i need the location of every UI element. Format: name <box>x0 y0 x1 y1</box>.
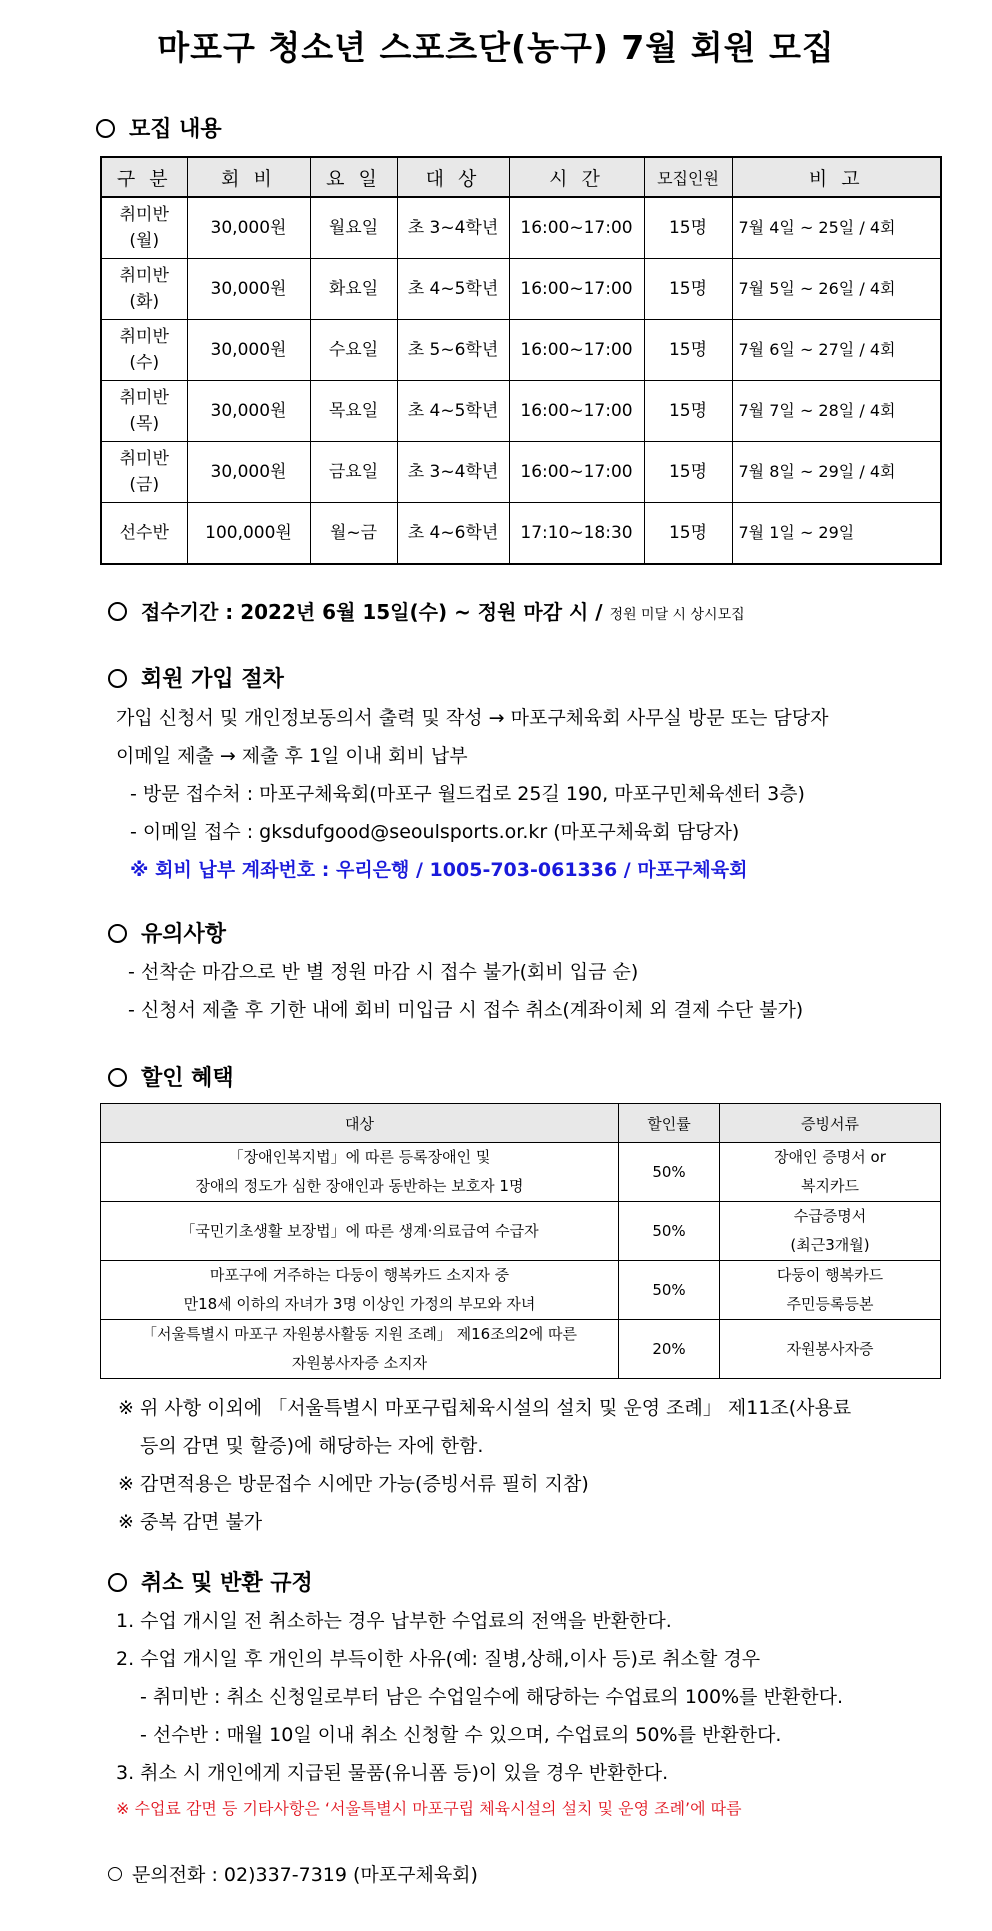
refund-note: ※ 수업료 감면 등 기타사항은 ‘서울특별시 마포구립 체육시설의 설치 및 운영 조례’에 따름 <box>116 1799 742 1818</box>
account-number: ※ 회비 납부 계좌번호 : 우리은행 / 1005-703-061336 / 마포구체육회 <box>130 859 748 881</box>
time-cell: 16:00~17:00 <box>509 259 644 320</box>
time-cell: 17:10~18:30 <box>509 503 644 565</box>
fee-cell: 30,000원 <box>187 381 310 442</box>
target-cell: 초 3~4학년 <box>397 197 509 259</box>
circle-bullet-icon <box>108 602 127 621</box>
table-row <box>101 1143 941 1202</box>
header-count: 모집인원 <box>644 157 732 197</box>
schedule-header-row <box>101 157 941 197</box>
refund-line-5: 3. 취소 시 개인에게 지급된 물품(유니폼 등)이 있을 경우 반환한다. <box>116 1762 669 1784</box>
contact-line: 문의전화 : 02)337-7319 (마포구체육회) <box>108 1860 478 1887</box>
table-row <box>101 1202 941 1261</box>
discount-note-1-cont: 등의 감면 및 할증)에 해당하는 자에 한함. <box>140 1435 484 1457</box>
day-cell: 수요일 <box>310 320 397 381</box>
class-cell: 선수반 <box>101 503 187 565</box>
circle-bullet-icon <box>108 1867 122 1881</box>
header-target: 대 상 <box>397 157 509 197</box>
time-cell: 16:00~17:00 <box>509 442 644 503</box>
header-document: 증빙서류 <box>720 1104 941 1143</box>
refund-line-2: 2. 수업 개시일 후 개인의 부득이한 사유(예: 질병,상해,이사 등)로 취소할 경우 <box>116 1648 761 1670</box>
refund-line-4: - 선수반 : 매월 10일 이내 취소 신청할 수 있으며, 수업료의 50%를 반환한다. <box>140 1724 782 1746</box>
note-cell: 7월 7일 ~ 28일 / 4회 <box>732 381 941 442</box>
table-row <box>101 1320 941 1379</box>
day-cell: 월~금 <box>310 503 397 565</box>
refund-line-3: - 취미반 : 취소 신청일로부터 남은 수업일수에 해당하는 수업료의 100%를 반환한다. <box>140 1686 843 1708</box>
count-cell: 15명 <box>644 197 732 259</box>
note-cell: 7월 6일 ~ 27일 / 4회 <box>732 320 941 381</box>
header-fee: 회 비 <box>187 157 310 197</box>
rate-cell: 50% <box>619 1143 720 1202</box>
time-cell: 16:00~17:00 <box>509 381 644 442</box>
count-cell: 15명 <box>644 442 732 503</box>
time-cell: 16:00~17:00 <box>509 320 644 381</box>
table-row <box>101 381 941 442</box>
class-cell: 취미반 (금) <box>101 442 187 503</box>
note-cell: 7월 4일 ~ 25일 / 4회 <box>732 197 941 259</box>
fee-cell: 100,000원 <box>187 503 310 565</box>
target-cell: 초 4~6학년 <box>397 503 509 565</box>
period-note: 정원 미달 시 상시모집 <box>609 607 745 623</box>
note-cell: 7월 5일 ~ 26일 / 4회 <box>732 259 941 320</box>
table-row <box>101 320 941 381</box>
recruit-heading: 모집 내용 <box>96 112 222 143</box>
circle-bullet-icon <box>108 1573 127 1592</box>
fee-cell: 30,000원 <box>187 442 310 503</box>
document-cell: 다둥이 행복카드 주민등록등본 <box>720 1261 941 1320</box>
fee-cell: 30,000원 <box>187 259 310 320</box>
header-class: 구 분 <box>101 157 187 197</box>
discount-note-2: ※ 감면적용은 방문접수 시에만 가능(증빙서류 필히 지참) <box>118 1473 589 1495</box>
class-cell: 취미반 (화) <box>101 259 187 320</box>
fee-cell: 30,000원 <box>187 197 310 259</box>
document-cell: 수급증명서 (최근3개월) <box>720 1202 941 1261</box>
count-cell: 15명 <box>644 503 732 565</box>
class-cell: 취미반 (수) <box>101 320 187 381</box>
target-cell: 초 4~5학년 <box>397 259 509 320</box>
discount-note-1: ※ 위 사항 이외에 「서울특별시 마포구립체육시설의 설치 및 운영 조례」 제11조(사용료 <box>118 1397 852 1419</box>
schedule-table <box>100 156 942 565</box>
target-cell: 초 4~5학년 <box>397 381 509 442</box>
note-cell: 7월 8일 ~ 29일 / 4회 <box>732 442 941 503</box>
day-cell: 금요일 <box>310 442 397 503</box>
header-day: 요 일 <box>310 157 397 197</box>
day-cell: 화요일 <box>310 259 397 320</box>
refund-heading: 취소 및 반환 규정 <box>108 1566 313 1597</box>
procedure-line-1: 가입 신청서 및 개인정보동의서 출력 및 작성 → 마포구체육회 사무실 방문 또는 담당자 <box>116 707 829 729</box>
target-cell: 마포구에 거주하는 다둥이 행복카드 소지자 중 만18세 이하의 자녀가 3명 이상인 가정의 부모와 자녀 <box>101 1261 619 1320</box>
procedure-heading: 회원 가입 절차 <box>108 662 284 693</box>
caution-line-1: - 선착순 마감으로 반 별 정원 마감 시 접수 불가(회비 입금 순) <box>128 961 639 983</box>
time-cell: 16:00~17:00 <box>509 197 644 259</box>
count-cell: 15명 <box>644 381 732 442</box>
document-cell: 장애인 증명서 or 복지카드 <box>720 1143 941 1202</box>
discount-note-3: ※ 중복 감면 불가 <box>118 1511 263 1533</box>
table-row <box>101 259 941 320</box>
period-line: 접수기간 : 2022년 6월 15일(수) ~ 정원 마감 시 / 정원 미달 시 상시모집 <box>108 596 745 625</box>
class-cell: 취미반 (목) <box>101 381 187 442</box>
table-row <box>101 197 941 259</box>
target-cell: 「서울특별시 마포구 자원봉사활동 지원 조례」 제16조의2에 따른 자원봉사자증 소지자 <box>101 1320 619 1379</box>
count-cell: 15명 <box>644 320 732 381</box>
class-cell: 취미반 (월) <box>101 197 187 259</box>
document-cell: 자원봉사자증 <box>720 1320 941 1379</box>
header-rate: 할인률 <box>619 1104 720 1143</box>
discount-header-row <box>101 1104 941 1143</box>
circle-bullet-icon <box>108 669 127 688</box>
day-cell: 목요일 <box>310 381 397 442</box>
caution-heading: 유의사항 <box>108 917 226 948</box>
discount-heading: 할인 혜택 <box>108 1061 234 1092</box>
circle-bullet-icon <box>96 119 115 138</box>
count-cell: 15명 <box>644 259 732 320</box>
procedure-line-2: 이메일 제출 → 제출 후 1일 이내 회비 납부 <box>116 745 468 767</box>
rate-cell: 50% <box>619 1261 720 1320</box>
day-cell: 월요일 <box>310 197 397 259</box>
fee-cell: 30,000원 <box>187 320 310 381</box>
circle-bullet-icon <box>108 1068 127 1087</box>
email-address: - 이메일 접수 : gksdufgood@seoulsports.or.kr (마포구체육회 담당자) <box>130 821 740 843</box>
rate-cell: 50% <box>619 1202 720 1261</box>
table-row <box>101 442 941 503</box>
header-time: 시 간 <box>509 157 644 197</box>
target-cell: 초 3~4학년 <box>397 442 509 503</box>
visit-address: - 방문 접수처 : 마포구체육회(마포구 월드컵로 25길 190, 마포구민체육센터 3층) <box>130 783 805 805</box>
rate-cell: 20% <box>619 1320 720 1379</box>
discount-table <box>100 1103 941 1379</box>
header-note: 비 고 <box>732 157 941 197</box>
circle-bullet-icon <box>108 924 127 943</box>
target-cell: 「국민기초생활 보장법」에 따른 생계·의료급여 수급자 <box>101 1202 619 1261</box>
caution-line-2: - 신청서 제출 후 기한 내에 회비 미입금 시 접수 취소(계좌이체 외 결제 수단 불가) <box>128 999 804 1021</box>
header-target: 대상 <box>101 1104 619 1143</box>
refund-line-1: 1. 수업 개시일 전 취소하는 경우 납부한 수업료의 전액을 반환한다. <box>116 1610 672 1632</box>
note-cell: 7월 1일 ~ 29일 <box>732 503 941 565</box>
target-cell: 초 5~6학년 <box>397 320 509 381</box>
page-title: 마포구 청소년 스포츠단(농구) 7월 회원 모집 <box>157 28 835 67</box>
table-row <box>101 1261 941 1320</box>
target-cell: 「장애인복지법」에 따른 등록장애인 및 장애의 정도가 심한 장애인과 동반하는 보호자 1명 <box>101 1143 619 1202</box>
table-row <box>101 503 941 565</box>
